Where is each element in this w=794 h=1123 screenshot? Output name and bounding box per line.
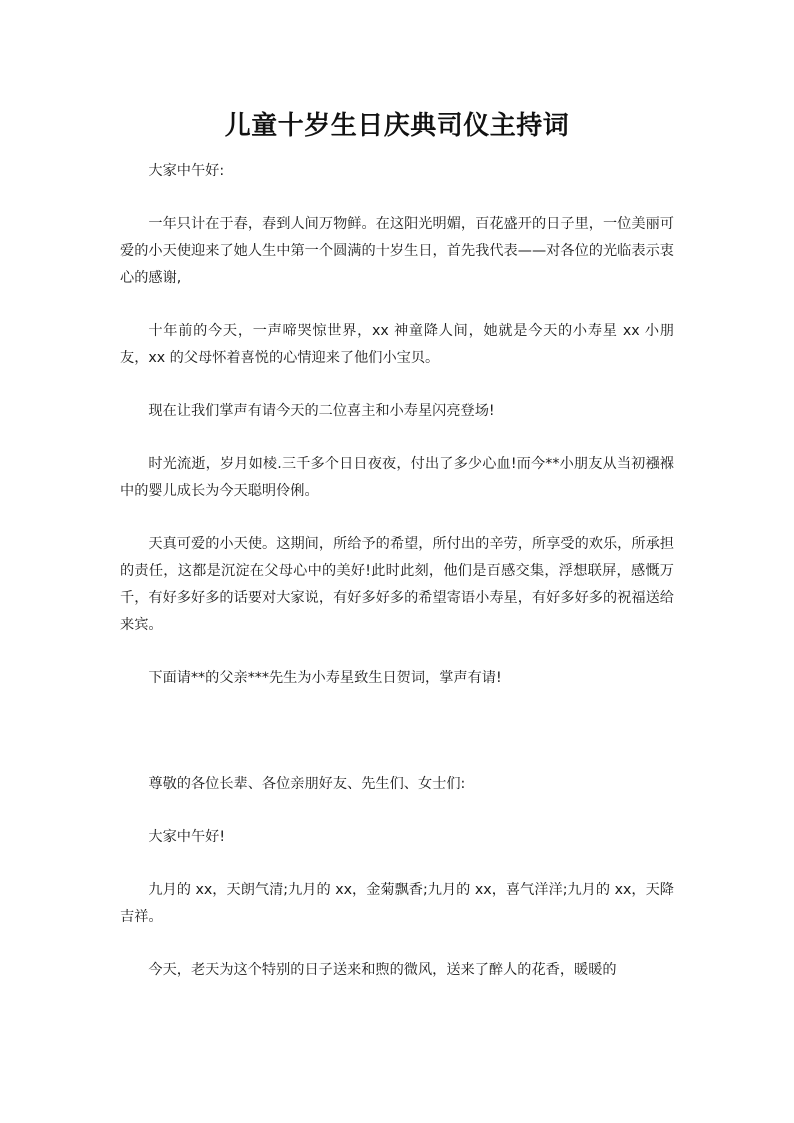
document-title: 儿童十岁生日庆典司仪主持词 <box>224 111 570 141</box>
paragraph: 十年前的今天，一声啼哭惊世界，xx 神童降人间，她就是今天的小寿星 xx 小朋友，xx 的父母怀着喜悦的心情迎来了他们小宝贝。 <box>120 323 674 366</box>
paragraph: 天真可爱的小天使。这期间，所给予的希望，所付出的辛劳，所享受的欢乐，所承担的责任，这都是沉淀在父母心中的美好!此时此刻，他们是百感交集，浮想联屏，感慨万千，有好多好多的话要对大家说，有好多好多的希望寄语小寿星，有好多好多的祝福送给来宾。 <box>120 536 674 633</box>
paragraph-greeting: 大家中午好: <box>148 163 225 179</box>
section-spacer <box>120 718 674 771</box>
paragraph: 时光流逝，岁月如棱.三千多个日日夜夜，付出了多少心血!而今**小朋友从当初襁褓中的婴儿成长为今天聪明伶俐。 <box>120 456 674 499</box>
paragraph-greeting: 大家中午好! <box>148 829 226 845</box>
paragraph-salutation: 尊敬的各位长辈、各位亲朋好友、先生们、女士们: <box>148 776 466 792</box>
paragraph: 九月的 xx，天朗气清;九月的 xx，金菊飘香;九月的 xx，喜气洋洋;九月的 xx，天降吉祥。 <box>120 882 674 925</box>
paragraph: 下面请**的父亲***先生为小寿星致生日贺词，掌声有请! <box>148 670 502 686</box>
paragraph: 今天，老天为这个特别的日子送来和煦的微风，送来了醉人的花香，暖暖的 <box>148 962 617 978</box>
document-body <box>120 158 674 1010</box>
paragraph: 一年只计在于春，春到人间万物鲜。在这阳光明媚，百花盛开的日子里，一位美丽可爱的小天使迎来了她人生中第一个圆满的十岁生日，首先我代表——对各位的光临表示衷心的感谢, <box>120 216 674 286</box>
paragraph: 现在让我们掌声有请今天的二位喜主和小寿星闪亮登场! <box>148 403 495 419</box>
